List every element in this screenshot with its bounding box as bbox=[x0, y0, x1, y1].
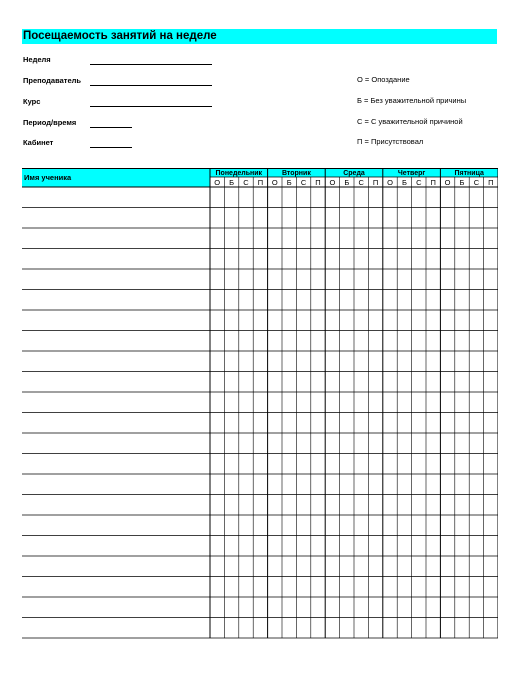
code-header-label: С bbox=[300, 178, 307, 187]
legend-item: С = С уважительной причиной bbox=[357, 117, 463, 126]
code-header-label: С bbox=[358, 178, 364, 187]
info-field-label: Неделя bbox=[23, 55, 51, 64]
page-title: Посещаемость занятий на неделе bbox=[22, 29, 497, 44]
student-header-label: Имя ученика bbox=[24, 173, 72, 182]
code-header-label: О bbox=[214, 178, 221, 187]
info-field-label: Кабинет bbox=[23, 138, 54, 147]
code-header-label: П bbox=[488, 178, 494, 187]
code-header-label: О bbox=[387, 178, 393, 187]
info-field-line[interactable] bbox=[90, 64, 212, 65]
attendance-table bbox=[22, 168, 498, 641]
code-header-label: Б bbox=[344, 178, 350, 187]
legend-item: О = Опоздание bbox=[357, 75, 410, 84]
day-header-label: Среда bbox=[343, 170, 365, 178]
day-header-label: Четверг bbox=[397, 170, 426, 178]
info-field-line[interactable] bbox=[90, 85, 212, 86]
code-header-label: С bbox=[473, 178, 480, 187]
day-header-label: Вторник bbox=[281, 170, 311, 178]
info-field-label: Период/время bbox=[23, 118, 77, 127]
code-header-label: П bbox=[430, 178, 436, 187]
code-header-label: Б bbox=[229, 178, 235, 187]
attendance-grid bbox=[22, 168, 498, 641]
code-header-label: О bbox=[329, 178, 336, 187]
code-header-label: П bbox=[315, 178, 321, 187]
code-header-label: О bbox=[444, 178, 451, 187]
legend-item: Б = Без уважительной причины bbox=[357, 96, 467, 105]
day-header-label: Пятница bbox=[454, 170, 484, 178]
code-header-label: Б bbox=[401, 178, 407, 187]
legend-item: П = Присутствовал bbox=[357, 137, 424, 146]
day-header-label: Понедельник bbox=[215, 170, 263, 178]
code-header-label: Б bbox=[286, 178, 292, 187]
code-header-label: Б bbox=[459, 178, 465, 187]
info-field-line[interactable] bbox=[90, 127, 132, 128]
code-header-label: С bbox=[243, 178, 249, 187]
info-field-label: Курс bbox=[23, 97, 41, 106]
code-header-label: С bbox=[416, 178, 422, 187]
code-header-label: П bbox=[257, 178, 264, 187]
info-field-line[interactable] bbox=[90, 147, 132, 148]
info-field-label: Преподаватель bbox=[23, 76, 81, 85]
code-header-label: П bbox=[372, 178, 379, 187]
code-header-label: О bbox=[271, 178, 278, 187]
info-field-line[interactable] bbox=[90, 106, 212, 107]
